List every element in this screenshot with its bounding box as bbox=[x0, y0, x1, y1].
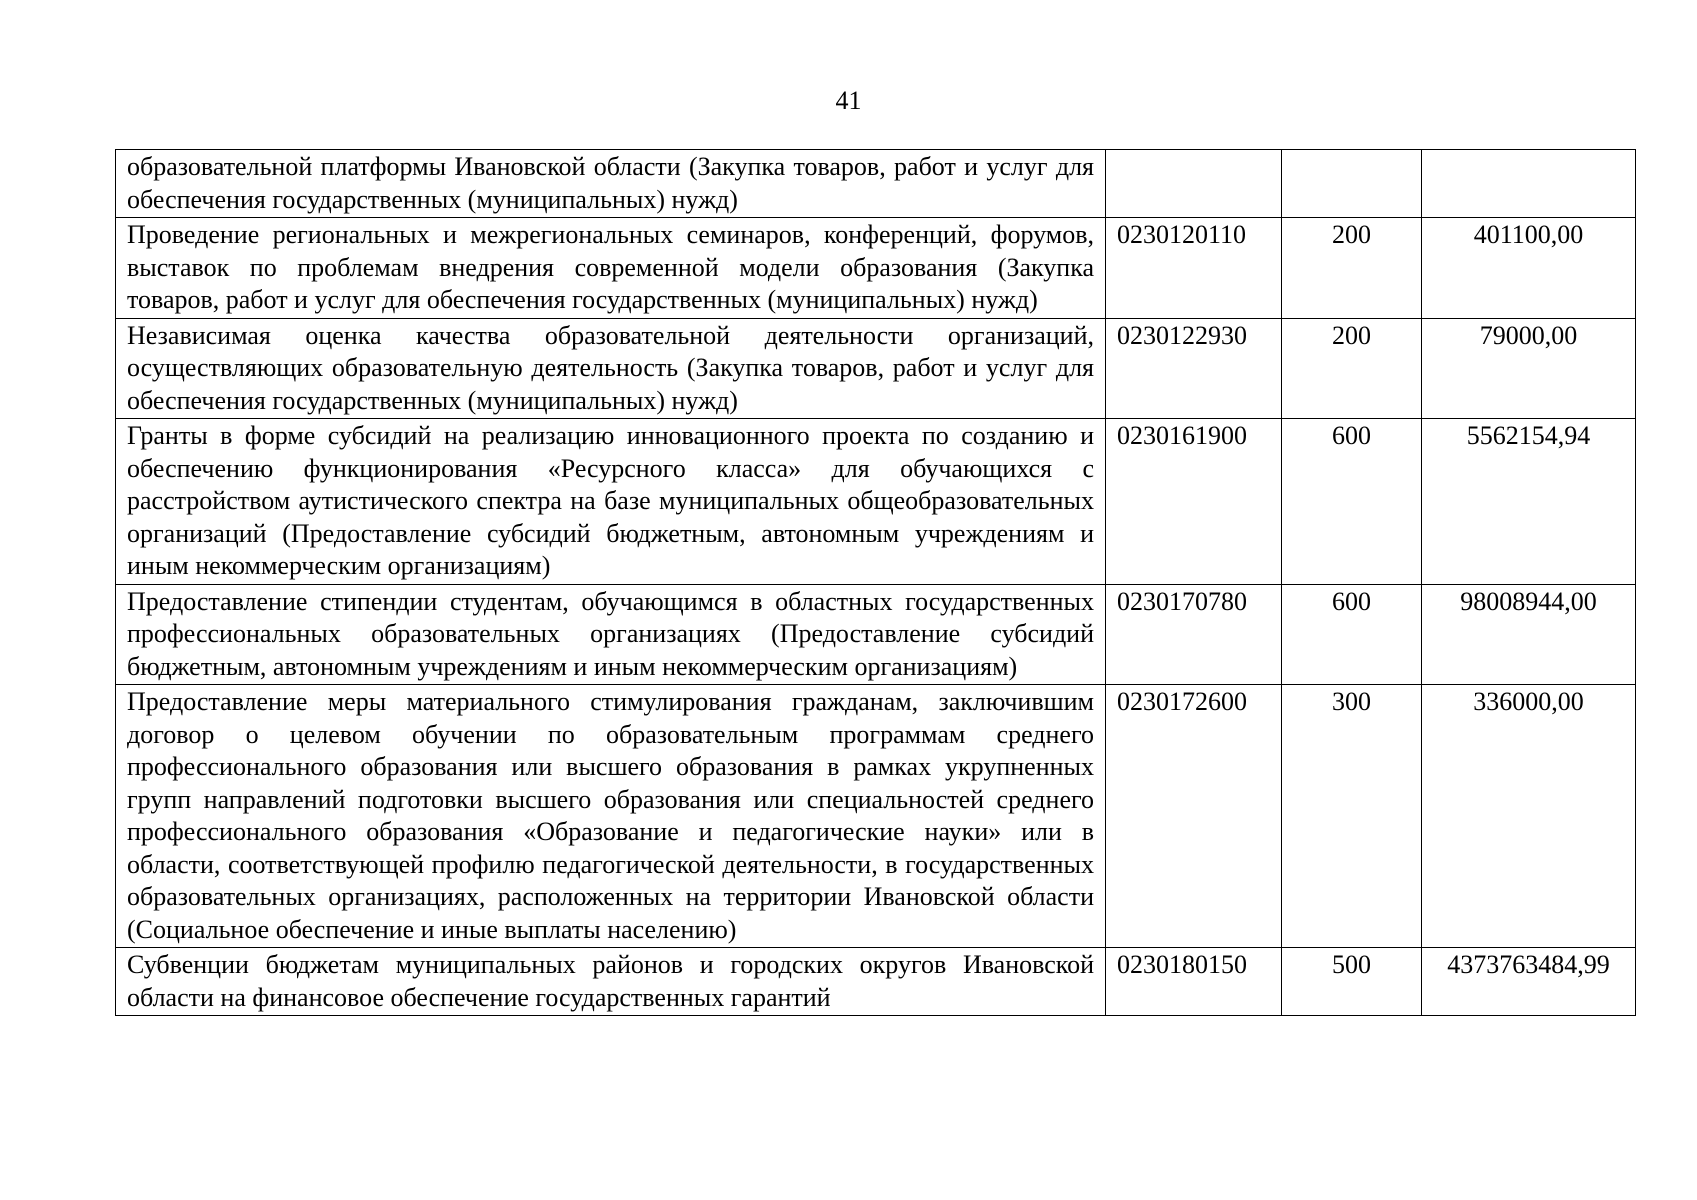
table-row bbox=[116, 685, 1636, 948]
row-sum bbox=[1422, 150, 1636, 218]
row-sum: 401100,00 bbox=[1422, 218, 1636, 319]
row-sum: 5562154,94 bbox=[1422, 419, 1636, 585]
row-type: 600 bbox=[1282, 584, 1422, 685]
table-row bbox=[116, 218, 1636, 319]
row-sum: 98008944,00 bbox=[1422, 584, 1636, 685]
table-row bbox=[116, 318, 1636, 419]
row-sum: 336000,00 bbox=[1422, 685, 1636, 948]
row-name: Предоставление стипендии студентам, обучающимся в областных государственных профессиональных образовательных организациях (Предоставление субсидий бюджетным, автономным учреждениям и иным некоммерческим организациям) bbox=[116, 584, 1106, 685]
row-type bbox=[1282, 150, 1422, 218]
row-code: 0230120110 bbox=[1106, 218, 1282, 319]
row-name: Субвенции бюджетам муниципальных районов и городских округов Ивановской области на финансовое обеспечение государственных гарантий bbox=[116, 948, 1106, 1016]
row-name: Предоставление меры материального стимулирования гражданам, заключившим договор о целевом обучении по образовательным программам среднего профессионального образования или высшего образования в рамках укрупненных групп направлений подготовки высшего образования или специальностей среднего профессионального образования «Образование и педагогические науки» или в области, соответствующей профилю педагогической деятельности, в государственных образовательных организациях, расположенных на территории Ивановской области (Социальное обеспечение и иные выплаты населению) bbox=[116, 685, 1106, 948]
row-type: 500 bbox=[1282, 948, 1422, 1016]
row-type: 600 bbox=[1282, 419, 1422, 585]
budget-table bbox=[115, 149, 1636, 1016]
row-type: 300 bbox=[1282, 685, 1422, 948]
row-name: Проведение региональных и межрегиональных семинаров, конференций, форумов, выставок по проблемам внедрения современной модели образования (Закупка товаров, работ и услуг для обеспечения государственных (муниципальных) нужд) bbox=[116, 218, 1106, 319]
row-type: 200 bbox=[1282, 218, 1422, 319]
row-sum: 4373763484,99 bbox=[1422, 948, 1636, 1016]
row-code: 0230122930 bbox=[1106, 318, 1282, 419]
row-name: Гранты в форме субсидий на реализацию инновационного проекта по созданию и обеспечению функционирования «Ресурсного класса» для обучающихся с расстройством аутистического спектра на базе муниципальных общеобразовательных организаций (Предоставление субсидий бюджетным, автономным учреждениям и иным некоммерческим организациям) bbox=[116, 419, 1106, 585]
row-sum: 79000,00 bbox=[1422, 318, 1636, 419]
row-code: 0230161900 bbox=[1106, 419, 1282, 585]
row-code bbox=[1106, 150, 1282, 218]
row-name: образовательной платформы Ивановской области (Закупка товаров, работ и услуг для обеспечения государственных (муниципальных) нужд) bbox=[116, 150, 1106, 218]
page-number: 41 bbox=[835, 86, 862, 115]
table-row bbox=[116, 584, 1636, 685]
row-code: 0230180150 bbox=[1106, 948, 1282, 1016]
table-row bbox=[116, 150, 1636, 218]
table-row bbox=[116, 419, 1636, 585]
row-code: 0230170780 bbox=[1106, 584, 1282, 685]
row-type: 200 bbox=[1282, 318, 1422, 419]
row-name: Независимая оценка качества образовательной деятельности организаций, осуществляющих образовательную деятельность (Закупка товаров, работ и услуг для обеспечения государственных (муниципальных) нужд) bbox=[116, 318, 1106, 419]
row-code: 0230172600 bbox=[1106, 685, 1282, 948]
table-row bbox=[116, 948, 1636, 1016]
